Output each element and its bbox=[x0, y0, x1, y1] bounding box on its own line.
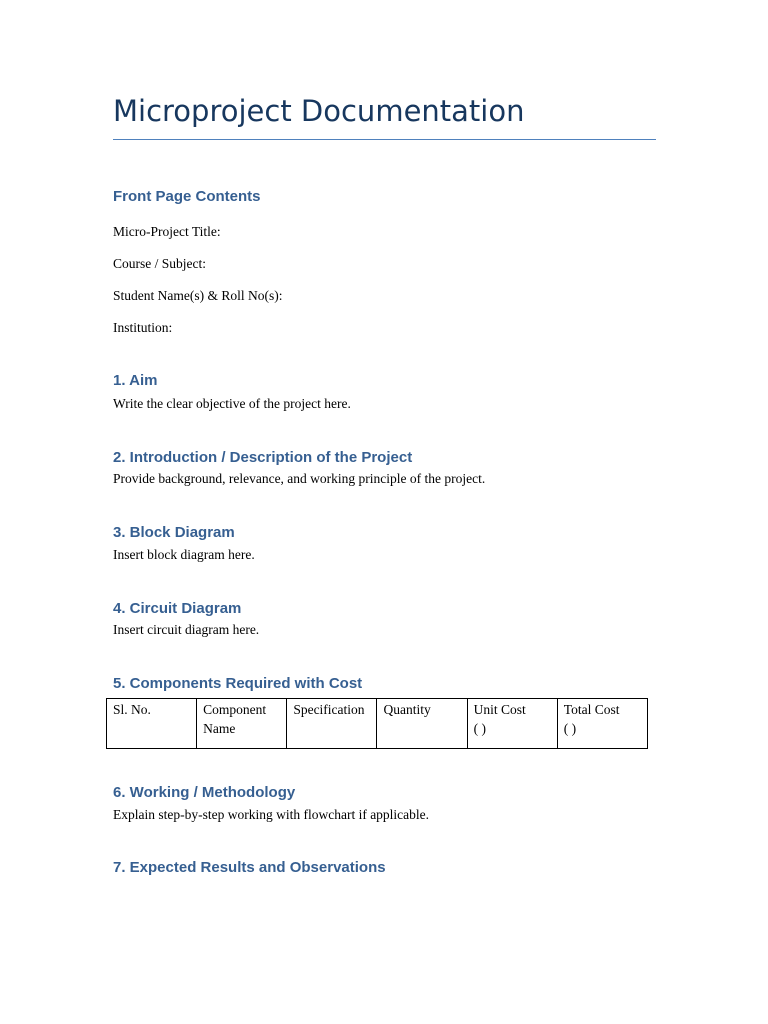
header-specification: Specification bbox=[293, 702, 365, 717]
introduction-text: Provide background, relevance, and working principle of the project. bbox=[113, 471, 486, 486]
table-header-cell bbox=[377, 699, 467, 749]
circuit-diagram-heading: 4. Circuit Diagram bbox=[113, 600, 242, 617]
field-project-title: Micro-Project Title: bbox=[113, 224, 221, 239]
header-unit-cost-line1: Unit Cost bbox=[473, 702, 526, 717]
header-component-line1: Component bbox=[203, 702, 267, 717]
results-heading: 7. Expected Results and Observations bbox=[113, 859, 386, 876]
table-header-cell bbox=[557, 699, 647, 749]
aim-text: Write the clear objective of the project here. bbox=[113, 396, 351, 411]
working-heading: 6. Working / Methodology bbox=[113, 784, 296, 801]
front-page-heading: Front Page Contents bbox=[113, 188, 261, 205]
header-total-cost-line1: Total Cost bbox=[563, 702, 620, 717]
components-heading: 5. Components Required with Cost bbox=[113, 675, 363, 692]
field-course-subject: Course / Subject: bbox=[113, 256, 206, 271]
components-cost-table bbox=[106, 698, 648, 749]
table-header-cell bbox=[197, 699, 287, 749]
table-header-row bbox=[107, 699, 648, 749]
table-header-cell bbox=[467, 699, 557, 749]
field-student-names: Student Name(s) & Roll No(s): bbox=[113, 288, 283, 303]
header-total-cost-line2: ( ) bbox=[563, 721, 577, 736]
introduction-heading: 2. Introduction / Description of the Project bbox=[113, 449, 413, 466]
header-unit-cost-line2: ( ) bbox=[473, 721, 486, 736]
block-diagram-heading: 3. Block Diagram bbox=[113, 524, 235, 541]
title-underline bbox=[113, 139, 656, 140]
document-title: Microproject Documentation bbox=[113, 94, 525, 128]
circuit-diagram-text: Insert circuit diagram here. bbox=[113, 622, 260, 637]
header-quantity: Quantity bbox=[383, 702, 431, 717]
working-text: Explain step-by-step working with flowchart if applicable. bbox=[113, 807, 430, 822]
header-component-line2: Name bbox=[203, 721, 236, 736]
header-sl-no: Sl. No. bbox=[113, 702, 151, 717]
table-header-cell bbox=[287, 699, 377, 749]
field-institution: Institution: bbox=[113, 320, 173, 335]
block-diagram-text: Insert block diagram here. bbox=[113, 547, 255, 562]
aim-heading: 1. Aim bbox=[113, 372, 158, 389]
table-header-cell bbox=[107, 699, 197, 749]
